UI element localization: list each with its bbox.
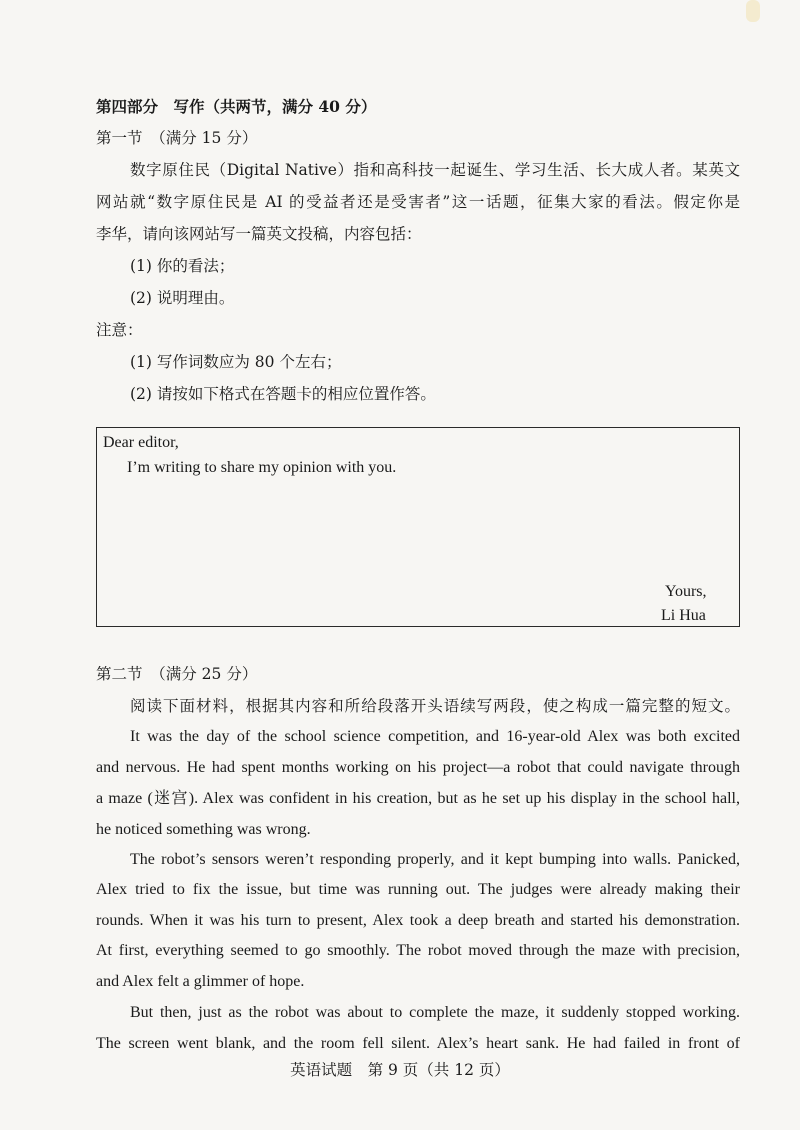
- letter-template-box: [96, 427, 740, 627]
- passage-p2-line-4: At first, everything seemed to go smoothly. The robot moved through the maze with precision,: [96, 942, 740, 959]
- section1-prompt-line-2: 网站就“数字原住民是 AI 的受益者还是受害者”这一话题，征集大家的看法。假定你是: [96, 193, 740, 211]
- passage-p2-line-2: Alex tried to fix the issue, but time was running out. The judges were already making their: [96, 881, 740, 898]
- section1-point-1: (1) 你的看法；: [130, 257, 235, 275]
- letter-closing: Yours,: [665, 583, 707, 600]
- passage-p1-line-4: he noticed something was wrong.: [96, 821, 311, 838]
- page-footer: 英语试题 第 9 页（共 12 页）: [290, 1061, 510, 1079]
- passage-p2-line-1: The robot’s sensors weren’t responding properly, and it kept bumping into walls. Panicked,: [130, 851, 740, 868]
- section1-title: 第一节 （满分 15 分）: [96, 129, 258, 147]
- letter-opening: I’m writing to share my opinion with you.: [127, 459, 397, 476]
- passage-p3-line-2: The screen went blank, and the room fell silent. Alex’s heart sank. He had failed in front of: [96, 1035, 740, 1052]
- passage-p2-line-5: and Alex felt a glimmer of hope.: [96, 973, 305, 990]
- note-label: 注意：: [96, 321, 143, 339]
- passage-p1-line-3: a maze (迷宫). Alex was confident in his creation, but as he set up his display in the school hall,: [96, 790, 740, 807]
- letter-signature: Li Hua: [661, 607, 706, 624]
- passage-p2-line-3: rounds. When it was his turn to present, Alex took a deep breath and started his demonstration.: [96, 912, 740, 929]
- passage-p1-line-2: and nervous. He had spent months working on his project—a robot that could navigate through: [96, 759, 740, 776]
- passage-p3-line-1: But then, just as the robot was about to complete the maze, it suddenly stopped working.: [130, 1004, 740, 1021]
- letter-salutation: Dear editor,: [103, 434, 179, 451]
- note-1: (1) 写作词数应为 80 个左右；: [130, 353, 342, 371]
- paper-smudge: [746, 0, 760, 22]
- passage-p1-line-1: It was the day of the school science competition, and 16-year-old Alex was both excited: [130, 728, 740, 745]
- section1-prompt-line-1: 数字原住民（Digital Native）指和高科技一起诞生、学习生活、长大成人者。某英文: [130, 161, 740, 179]
- section1-prompt-line-3: 李华，请向该网站写一篇英文投稿，内容包括：: [96, 225, 422, 243]
- section1-point-2: (2) 说明理由。: [130, 289, 235, 307]
- section2-title: 第二节 （满分 25 分）: [96, 665, 258, 683]
- section2-instruction: 阅读下面材料，根据其内容和所给段落开头语续写两段，使之构成一篇完整的短文。: [130, 697, 740, 715]
- part4-title: 第四部分 写作（共两节，满分 40 分）: [96, 97, 377, 116]
- note-2: (2) 请按如下格式在答题卡的相应位置作答。: [130, 385, 436, 403]
